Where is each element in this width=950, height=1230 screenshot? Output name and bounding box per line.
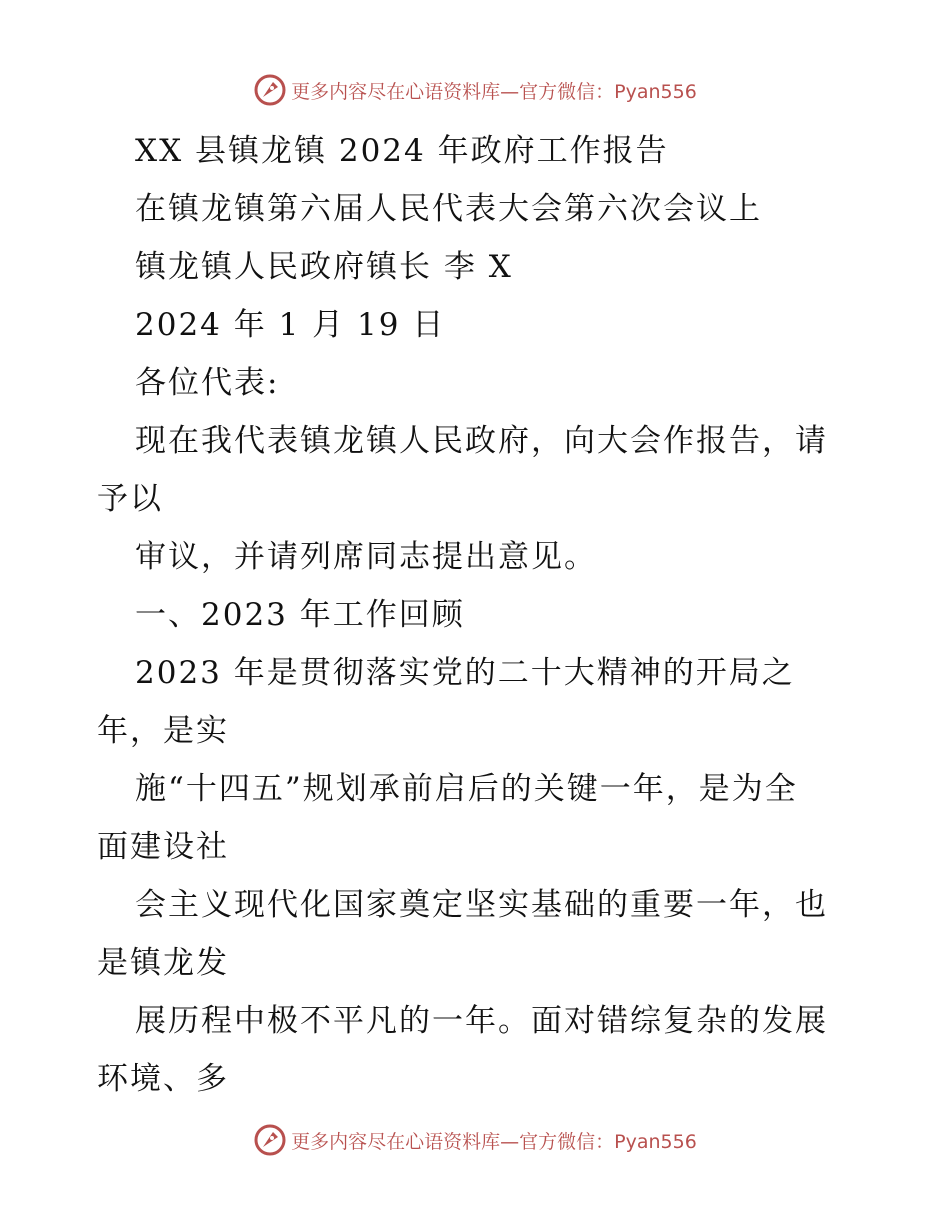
section-heading: 一、2023 年工作回顾 xyxy=(135,597,465,633)
watermark-banner-bottom xyxy=(0,1120,950,1160)
date-line: 2024 年 1 月 19 日 xyxy=(135,307,446,343)
salutation: 各位代表: xyxy=(135,365,280,401)
watermark-text: 更多内容尽在心语资料库—官方微信：Pyan556 xyxy=(291,1130,697,1153)
paragraph-line: 环境、多 xyxy=(97,1061,229,1097)
paragraph-line: 予以 xyxy=(97,481,163,517)
watermark-banner-top xyxy=(0,70,950,110)
document-title: XX 县镇龙镇 2024 年政府工作报告 xyxy=(135,133,669,169)
paragraph-line: 展历程中极不平凡的一年。面对错综复杂的发展 xyxy=(135,1003,828,1039)
pen-nib-logo-icon xyxy=(253,1123,287,1157)
paragraph-line: 2023 年是贯彻落实党的二十大精神的开局之 xyxy=(135,655,795,691)
paragraph-line: 现在我代表镇龙镇人民政府，向大会作报告，请 xyxy=(135,423,828,459)
meeting-line: 在镇龙镇第六届人民代表大会第六次会议上 xyxy=(135,191,762,227)
pen-nib-logo-icon xyxy=(253,73,287,107)
paragraph-line: 施“十四五”规划承前启后的关键一年，是为全 xyxy=(135,771,798,807)
paragraph-line: 是镇龙发 xyxy=(97,945,229,981)
document-body xyxy=(97,122,887,1108)
author-line: 镇龙镇人民政府镇长 李 X xyxy=(135,249,513,285)
paragraph-line: 年，是实 xyxy=(97,713,229,749)
paragraph-line: 面建设社 xyxy=(97,829,229,865)
watermark-text: 更多内容尽在心语资料库—官方微信：Pyan556 xyxy=(291,80,697,103)
paragraph-line: 会主义现代化国家奠定坚实基础的重要一年，也 xyxy=(135,887,828,923)
paragraph-line: 审议，并请列席同志提出意见。 xyxy=(135,539,597,575)
